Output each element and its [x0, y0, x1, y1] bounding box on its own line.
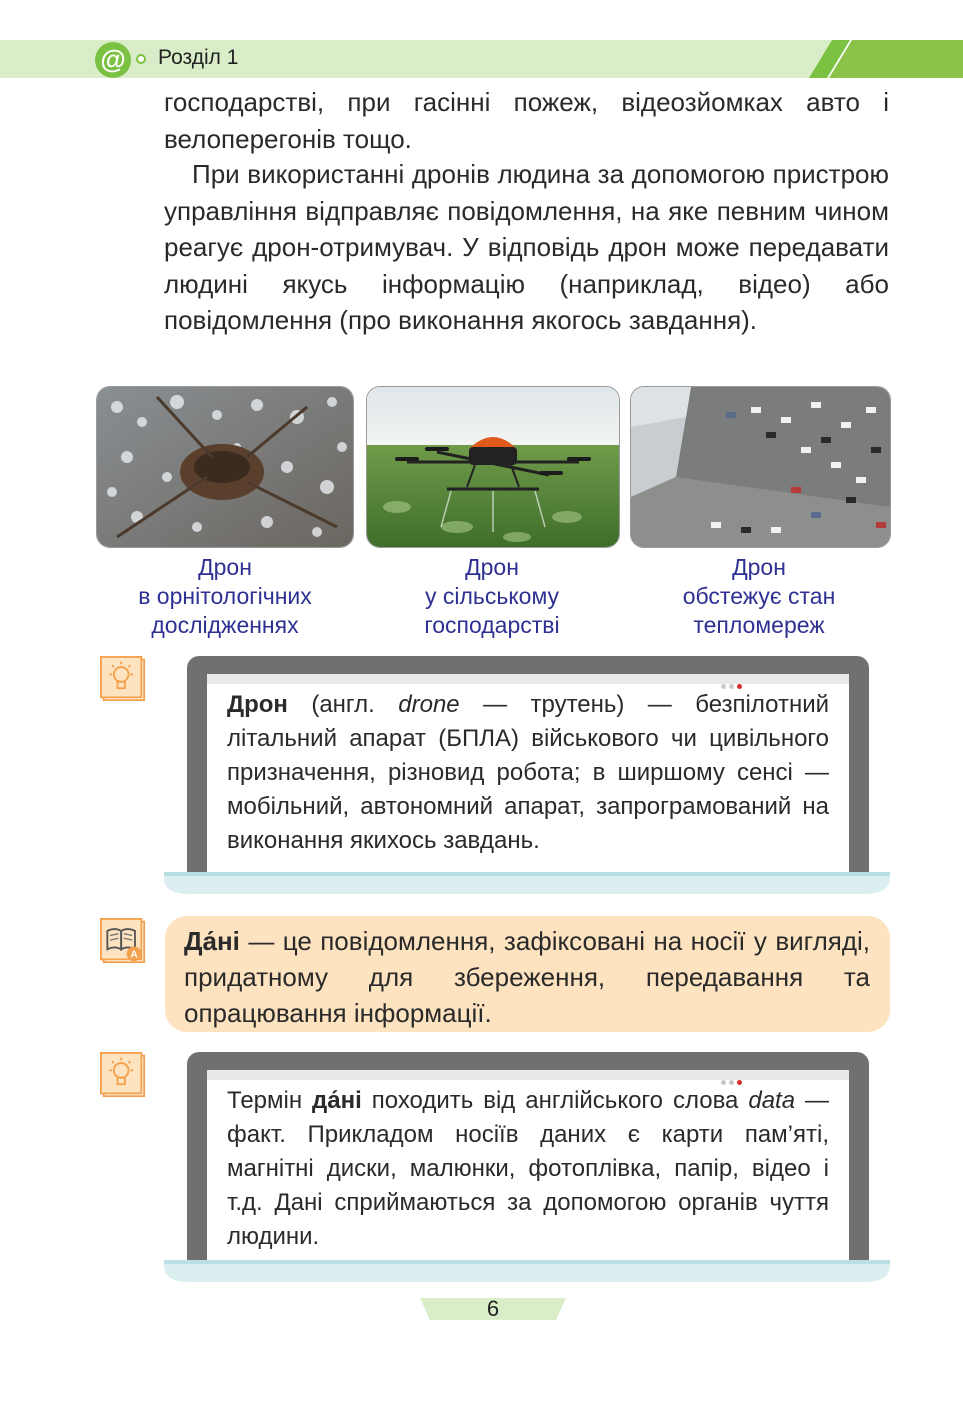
- laptop-base: [164, 1260, 890, 1284]
- lightbulb-icon: [100, 1052, 146, 1098]
- laptop-screen: [207, 674, 849, 872]
- lightbulb-icon: [100, 656, 146, 702]
- term-data: Да́ні: [184, 926, 240, 956]
- svg-text:A: A: [130, 949, 138, 961]
- laptop-base: [164, 872, 890, 896]
- paragraph-drone-usage: При використанні дронів людина за допомогою пристрою управління відправляє повідомлення, на яке певним чином реагує дрон-отримувач. У відповідь дрон може передавати людині якусь інформацію (наприклад, відео) або повідомлення (про виконання якогось завдання).: [164, 159, 889, 335]
- data-definition: Да́ні — це повідомлення, зафіксовані на носії у вигляді, придатному для збереження, передавання та опрацювання інформації.: [184, 926, 870, 1028]
- photo-caption-heating: Дрон обстежує стан тепломереж: [682, 554, 836, 638]
- photo-caption-ornithology: Дрон в орнітологічних дослідженнях: [138, 554, 312, 638]
- paragraph-continuation: господарстві, при гасінні пожеж, відеозйомках авто і велоперегонів тощо.: [164, 87, 889, 154]
- laptop-frame-drone-definition: [187, 656, 869, 872]
- term-data-bold: да́ні: [312, 1087, 362, 1114]
- term-drone: Дрон: [227, 691, 288, 718]
- aerial-parking-photo: [630, 386, 891, 548]
- book-icon: [100, 918, 146, 964]
- at-sign-icon: @: [95, 42, 131, 78]
- window-dots-icon: [721, 1072, 749, 1078]
- data-definition-box: [165, 916, 890, 1032]
- agri-drone-photo: [366, 386, 620, 548]
- english-word-data: data: [748, 1087, 796, 1114]
- bird-nest-photo: [96, 386, 354, 548]
- drone-definition: Дрон (англ. drone — трутень) — безпілотний літальний апарат (БПЛА) військового чи цивільного призначення, різновид робота; в ширшому сенсі — мобільний, автономний апарат, запрограмований на виконання якихось завдань.: [227, 691, 830, 854]
- page-number: 6: [486, 1296, 500, 1321]
- term-data-note: Термін да́ні походить від англійського слова data — факт. Прикладом носіїв даних є карти пам’яті, магнітні диски, малюнки, фотоплівка, папір, відео і т.д. Дані сприймаються за допомогою органів чуття людини.: [227, 1087, 830, 1250]
- english-word-drone: drone: [398, 691, 460, 718]
- window-dots-icon: [721, 676, 749, 682]
- section-dot-icon: [136, 54, 146, 64]
- photo-caption-agriculture: Дрон у сільському господарстві: [424, 554, 560, 638]
- laptop-screen: [207, 1070, 849, 1260]
- laptop-frame-term-note: [187, 1052, 869, 1260]
- section-label: Розділ 1: [158, 46, 239, 69]
